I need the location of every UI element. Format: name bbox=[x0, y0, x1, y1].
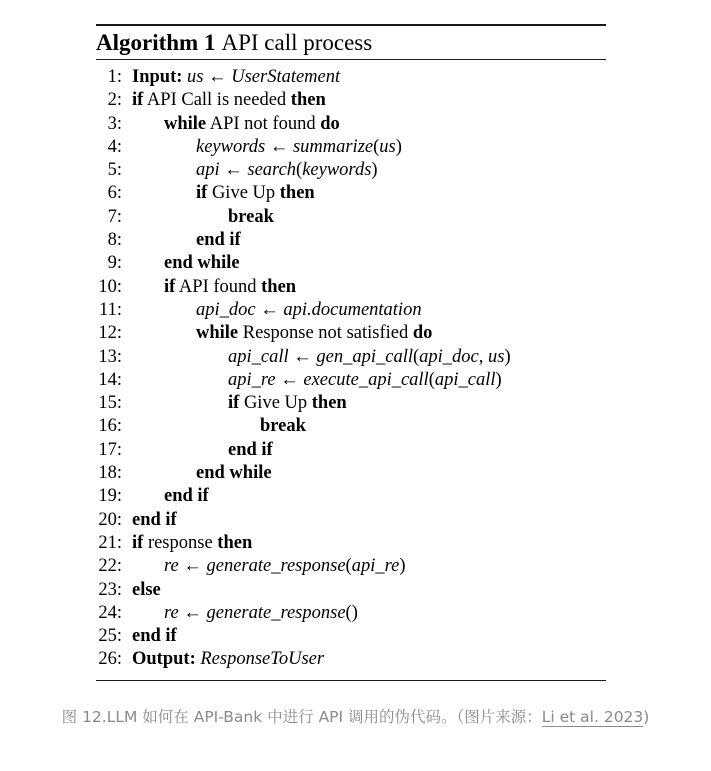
code-text: ← bbox=[178, 602, 207, 623]
math-term: api bbox=[196, 160, 220, 181]
keyword: then bbox=[311, 393, 347, 414]
keyword: break bbox=[260, 416, 306, 437]
line-number: 19: bbox=[98, 486, 122, 507]
algorithm-lines bbox=[96, 66, 606, 672]
line-number: 8: bbox=[107, 230, 122, 251]
line-code bbox=[132, 648, 324, 671]
code-text: API not found bbox=[206, 113, 321, 134]
keyword: while bbox=[164, 113, 207, 134]
code-text: ( bbox=[296, 160, 303, 181]
math-term: us bbox=[488, 346, 505, 367]
keyword: end if bbox=[228, 439, 273, 460]
line-number: 5: bbox=[107, 160, 122, 181]
algorithm-line bbox=[96, 276, 606, 299]
code-text: Give Up bbox=[239, 393, 312, 414]
line-number: 9: bbox=[107, 253, 122, 274]
algorithm-line bbox=[96, 532, 606, 555]
math-term: api_call bbox=[228, 346, 289, 367]
keyword: Input: bbox=[132, 67, 183, 87]
line-number: 14: bbox=[98, 369, 122, 390]
code-text: ← bbox=[265, 136, 293, 157]
keyword: end if bbox=[132, 509, 177, 530]
algorithm-line bbox=[96, 182, 606, 205]
keyword: then bbox=[261, 276, 297, 297]
algorithm-line bbox=[96, 159, 606, 182]
line-code bbox=[132, 485, 209, 508]
math-term: api_doc bbox=[196, 299, 256, 320]
line-number: 13: bbox=[98, 346, 122, 367]
line-code bbox=[132, 415, 306, 438]
line-number: 25: bbox=[98, 626, 122, 647]
line-code bbox=[132, 276, 296, 299]
line-number: 26: bbox=[98, 649, 122, 670]
line-number: 22: bbox=[98, 556, 122, 577]
line-code bbox=[132, 136, 402, 159]
algorithm-line bbox=[96, 509, 606, 532]
line-code bbox=[132, 159, 378, 182]
algorithm-line bbox=[96, 206, 606, 229]
code-text: ← bbox=[255, 299, 284, 320]
algorithm-block bbox=[96, 24, 606, 681]
code-text: ← bbox=[275, 369, 304, 390]
keyword: while bbox=[196, 323, 239, 344]
algorithm-line bbox=[96, 252, 606, 275]
line-code bbox=[132, 113, 340, 136]
line-number: 17: bbox=[98, 439, 122, 460]
line-code bbox=[132, 602, 358, 625]
algorithm-label: Algorithm 1 bbox=[96, 30, 216, 55]
keyword: else bbox=[132, 579, 161, 600]
algorithm-title bbox=[96, 26, 606, 59]
keyword: if bbox=[132, 90, 144, 111]
line-number: 24: bbox=[98, 602, 122, 623]
keyword: if bbox=[196, 183, 208, 204]
code-text: response bbox=[143, 532, 218, 553]
keyword: then bbox=[290, 90, 326, 111]
line-code bbox=[132, 206, 274, 229]
algorithm-line bbox=[96, 439, 606, 462]
line-number: 3: bbox=[107, 113, 122, 134]
line-code bbox=[132, 229, 241, 252]
code-text: ) bbox=[395, 136, 402, 157]
algorithm-line bbox=[96, 136, 606, 159]
keyword: break bbox=[228, 206, 274, 227]
line-code bbox=[132, 625, 177, 648]
math-term: summarize bbox=[292, 136, 374, 157]
line-number: 23: bbox=[98, 579, 122, 600]
math-term: execute_api_call bbox=[303, 369, 429, 390]
math-term: ResponseToUser bbox=[200, 649, 325, 670]
line-number: 20: bbox=[98, 509, 122, 530]
line-number: 2: bbox=[107, 90, 122, 111]
title-rule bbox=[96, 59, 606, 60]
algorithm-line bbox=[96, 322, 606, 345]
caption-text: 图 12.LLM 如何在 API-Bank 中进行 API 调用的伪代码。（图片来源： bbox=[61, 708, 542, 726]
keyword: then bbox=[279, 183, 315, 204]
keyword: then bbox=[217, 532, 253, 553]
figure-caption bbox=[20, 703, 691, 731]
code-text: ) bbox=[371, 160, 378, 181]
line-code bbox=[132, 439, 273, 462]
line-number: 4: bbox=[107, 136, 122, 157]
code-text: ( bbox=[412, 346, 420, 367]
code-text: ( bbox=[428, 369, 435, 390]
keyword: do bbox=[412, 323, 433, 344]
line-number: 1: bbox=[107, 67, 122, 87]
keyword: do bbox=[320, 113, 340, 134]
line-number: 21: bbox=[98, 532, 122, 553]
keyword: end if bbox=[132, 626, 177, 647]
algorithm-line bbox=[96, 602, 606, 625]
code-text: ) bbox=[504, 346, 511, 367]
algorithm-line bbox=[96, 579, 606, 602]
bottom-rule bbox=[96, 680, 606, 681]
math-term: api_call bbox=[434, 369, 496, 390]
line-code bbox=[132, 252, 240, 275]
code-text: ← bbox=[219, 160, 248, 181]
math-term: keywords bbox=[302, 160, 372, 181]
code-text: ← bbox=[288, 346, 317, 367]
math-term: api_re bbox=[351, 556, 400, 577]
code-text: ) bbox=[399, 556, 406, 577]
line-code bbox=[132, 532, 252, 555]
keyword: end while bbox=[196, 463, 272, 484]
algorithm-line bbox=[96, 625, 606, 648]
algorithm-line bbox=[96, 485, 606, 508]
math-term: UserStatement bbox=[231, 67, 341, 87]
line-number: 11: bbox=[99, 299, 122, 320]
code-text: ( bbox=[345, 556, 352, 577]
algorithm-line bbox=[96, 369, 606, 392]
line-code bbox=[132, 89, 326, 112]
line-number: 6: bbox=[107, 183, 122, 204]
algorithm-name: API call process bbox=[221, 30, 373, 55]
math-term: api_doc bbox=[419, 346, 479, 367]
keyword: end while bbox=[164, 253, 240, 274]
math-term: keywords bbox=[196, 136, 266, 157]
algorithm-line bbox=[96, 66, 606, 89]
math-term: api_re bbox=[228, 369, 276, 390]
algorithm-line bbox=[96, 346, 606, 369]
code-text: ← bbox=[178, 556, 207, 577]
caption-suffix: ) bbox=[643, 708, 650, 726]
algorithm-line bbox=[96, 415, 606, 438]
code-text: ( bbox=[373, 136, 380, 157]
math-term: us bbox=[379, 136, 396, 157]
line-number: 18: bbox=[98, 463, 122, 484]
code-text: API found bbox=[175, 276, 262, 297]
math-term: api.documentation bbox=[283, 299, 422, 320]
line-code bbox=[132, 346, 511, 369]
code-text: () bbox=[345, 602, 358, 623]
algorithm-line bbox=[96, 462, 606, 485]
keyword: Output: bbox=[132, 649, 196, 670]
math-term: gen_api_call bbox=[316, 346, 413, 367]
code-text: , bbox=[478, 346, 489, 367]
line-number: 10: bbox=[98, 276, 122, 297]
code-text: API Call is needed bbox=[143, 90, 291, 111]
line-code bbox=[132, 579, 161, 602]
caption-source-link[interactable]: Li et al. 2023 bbox=[541, 708, 644, 726]
keyword: if bbox=[164, 276, 176, 297]
math-term: us bbox=[187, 67, 204, 87]
line-code bbox=[132, 66, 340, 89]
line-code bbox=[132, 322, 432, 345]
code-text: Response not satisfied bbox=[238, 323, 413, 344]
algorithm-line bbox=[96, 113, 606, 136]
line-code bbox=[132, 509, 177, 532]
code-text: ) bbox=[495, 369, 502, 390]
line-code bbox=[132, 555, 406, 578]
math-term: re bbox=[164, 602, 179, 623]
line-code bbox=[132, 299, 422, 322]
line-number: 16: bbox=[98, 416, 122, 437]
math-term: generate_response bbox=[206, 602, 346, 623]
keyword: end if bbox=[196, 230, 241, 251]
math-term: generate_response bbox=[206, 556, 346, 577]
algorithm-line bbox=[96, 555, 606, 578]
line-code bbox=[132, 392, 347, 415]
code-text: ← bbox=[203, 67, 232, 87]
math-term: search bbox=[247, 160, 297, 181]
line-code bbox=[132, 369, 502, 392]
algorithm-line bbox=[96, 299, 606, 322]
keyword: if bbox=[132, 532, 144, 553]
line-number: 15: bbox=[98, 393, 122, 414]
math-term: re bbox=[164, 556, 179, 577]
line-code bbox=[132, 182, 315, 205]
line-code bbox=[132, 462, 272, 485]
line-number: 7: bbox=[107, 206, 122, 227]
algorithm-line bbox=[96, 648, 606, 671]
line-number: 12: bbox=[98, 323, 122, 344]
algorithm-line bbox=[96, 89, 606, 112]
code-text: Give Up bbox=[207, 183, 280, 204]
keyword: if bbox=[228, 393, 240, 414]
algorithm-line bbox=[96, 392, 606, 415]
keyword: end if bbox=[164, 486, 209, 507]
algorithm-line bbox=[96, 229, 606, 252]
